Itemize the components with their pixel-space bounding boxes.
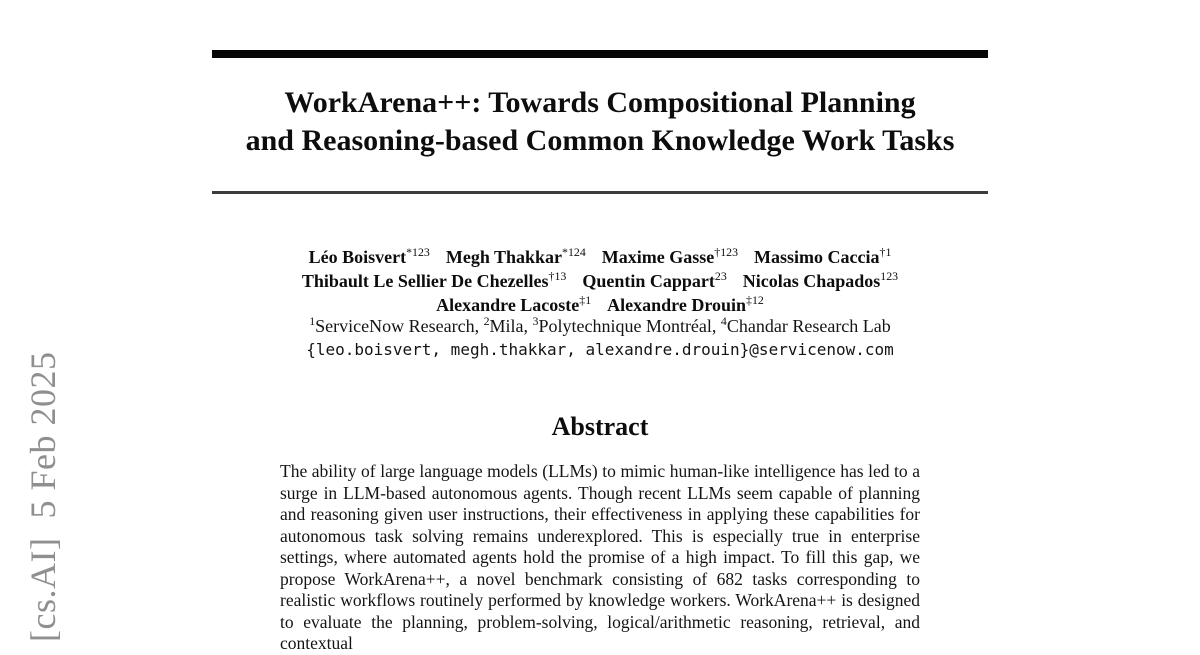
affiliation-number: 4 (720, 314, 727, 328)
author-name (582, 271, 726, 291)
affiliation-label: Chandar Research Lab (726, 316, 891, 336)
paper-title-line-1: WorkArena++: Towards Compositional Planning (284, 86, 916, 119)
author-name-text: Quentin Cappart (582, 271, 715, 291)
author-name-text: Thibault Le Sellier De Chezelles (301, 271, 549, 291)
author-name (743, 271, 898, 291)
title-bottom-rule (212, 191, 988, 194)
author-row-1 (212, 245, 988, 269)
author-affil-marker: 23 (714, 269, 727, 283)
author-name-text: Massimo Caccia (754, 247, 880, 267)
author-name (754, 247, 891, 267)
author-name (436, 295, 591, 315)
affiliation-number: 2 (483, 314, 490, 328)
title-top-rule (212, 50, 988, 58)
affiliation-label: Polytechnique Montréal, (538, 316, 721, 336)
affiliation (309, 316, 483, 336)
author-name-text: Nicolas Chapados (742, 271, 881, 291)
affiliation (721, 316, 891, 336)
author-affil-marker: ‡12 (746, 293, 764, 307)
abstract-heading: Abstract (551, 412, 649, 441)
author-affil-marker: *123 (406, 245, 430, 259)
author-name-text: Megh Thakkar (445, 247, 563, 267)
author-name (446, 247, 586, 267)
author-name-text: Alexandre Drouin (607, 295, 747, 315)
author-name-text: Léo Boisvert (308, 247, 407, 267)
affiliation-number: 1 (309, 314, 316, 328)
affiliation-label: ServiceNow Research, (315, 316, 484, 336)
author-block (212, 245, 988, 317)
affiliation (484, 316, 533, 336)
author-name (309, 247, 430, 267)
author-row-3 (212, 293, 988, 317)
author-name (302, 271, 566, 291)
author-name (602, 247, 738, 267)
paper-title (182, 84, 1018, 160)
author-affil-marker: †123 (714, 245, 739, 259)
affiliation-number: 3 (532, 314, 539, 328)
arxiv-watermark: [cs.AI] 5 Feb 2025 (23, 351, 63, 642)
author-name (607, 295, 764, 315)
affiliation-label: Mila, (489, 316, 533, 336)
contact-email: {leo.boisvert, megh.thakkar, alexandre.drouin}@servicenow.com (306, 340, 894, 359)
author-affil-marker: †1 (879, 245, 892, 259)
paper-title-line-2: and Reasoning-based Common Knowledge Work Tasks (245, 124, 955, 157)
author-affil-marker: ‡1 (579, 293, 592, 307)
affiliation (533, 316, 721, 336)
author-affil-marker: *124 (562, 245, 586, 259)
author-affil-marker: 123 (880, 269, 899, 283)
author-name-text: Maxime Gasse (601, 247, 715, 267)
abstract-text: The ability of large language models (LLMs) to mimic human-like intelligence has led to a surge in LLM-based autonomous agents. Though recent LLMs seem capable of planning and reasoning given user instructions, their effectiveness in applying these capabilities for autonomous task solving remains underexplored. This is especially true in enterprise settings, where automated agents hold the promise of a high impact. To fill this gap, we propose WorkArena++, a novel benchmark consisting of 682 tasks corresponding to realistic workflows routinely performed by knowledge workers. WorkArena++ is designed to evaluate the planning, problem-solving, logical/arithmetic reasoning, retrieval, and contextual (280, 461, 920, 653)
affiliation-line (212, 315, 988, 337)
author-row-2 (212, 269, 988, 293)
author-name-text: Alexandre Lacoste (436, 295, 580, 315)
author-affil-marker: †13 (548, 269, 567, 283)
